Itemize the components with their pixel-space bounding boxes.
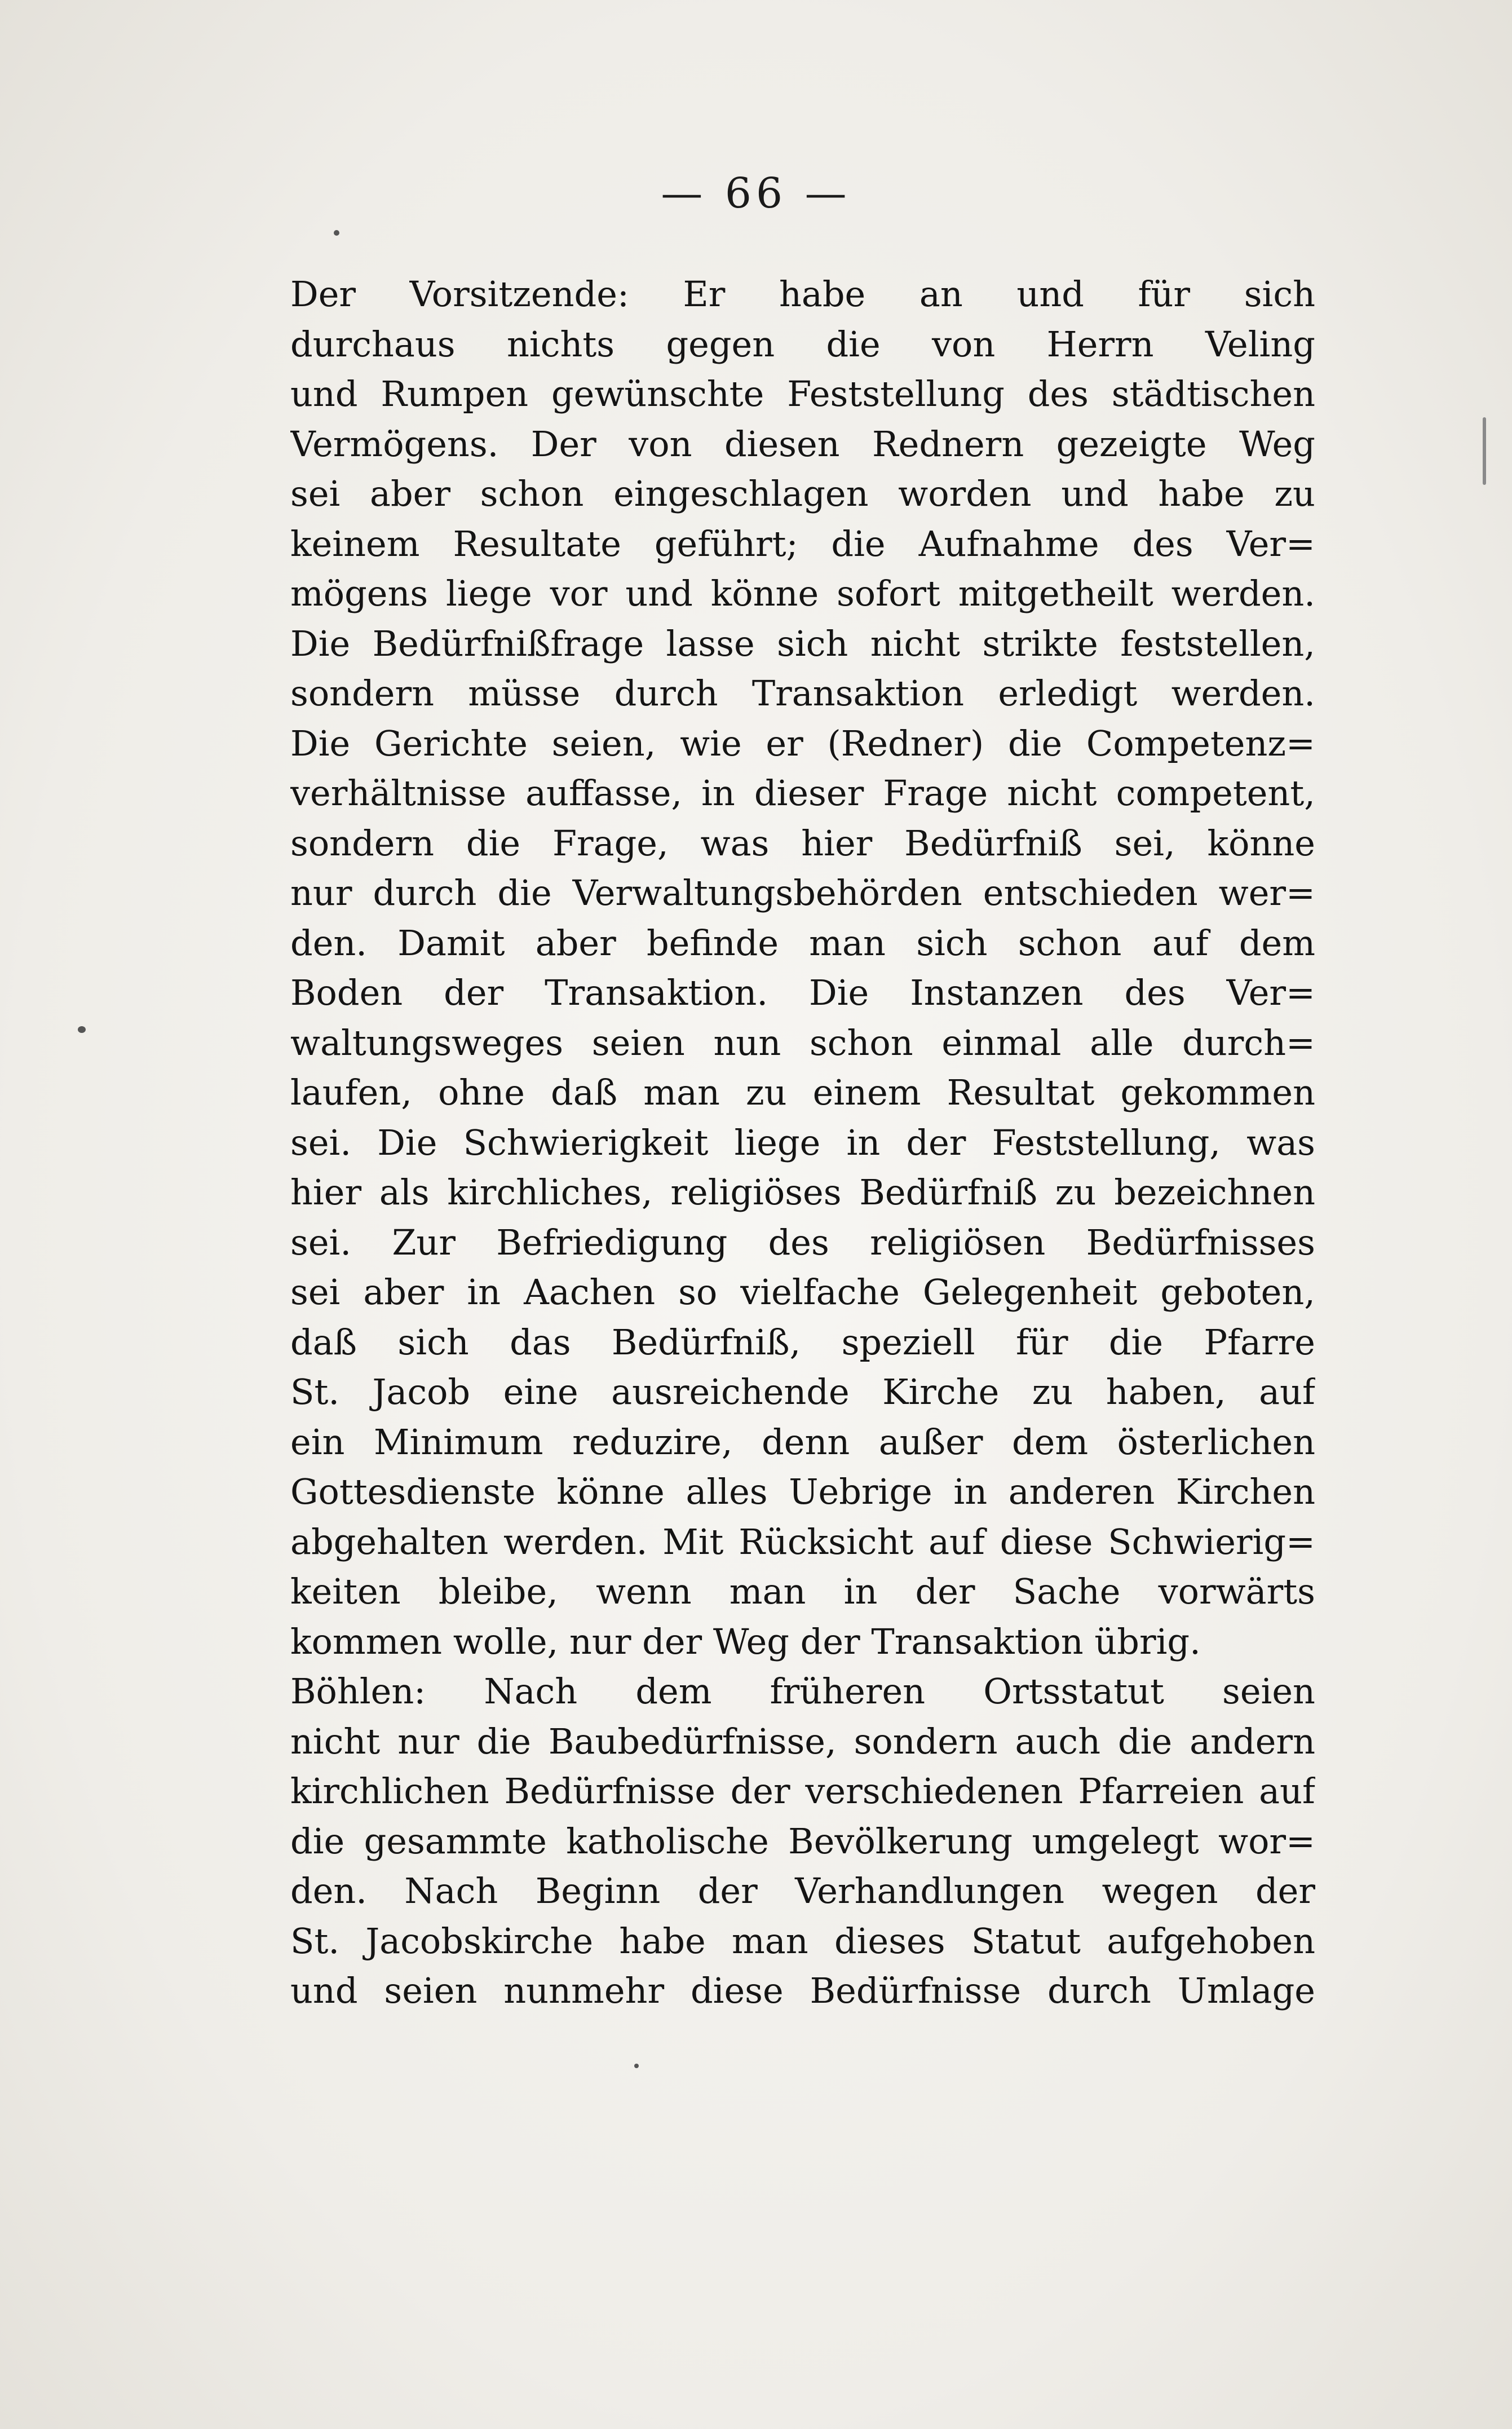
text-line: durchaus nichts gegen die von Herrn Veling xyxy=(290,323,1315,365)
text-line: Boden der Transaktion. Die Instanzen des Ver= xyxy=(290,972,1315,1013)
text-line: Gottesdienste könne alles Uebrige in anderen Kirchen xyxy=(290,1471,1315,1512)
body-text xyxy=(290,270,1315,2016)
text-line: abgehalten werden. Mit Rücksicht auf diese Schwierig= xyxy=(290,1521,1315,1562)
text-line: den. Damit aber befinde man sich schon auf dem xyxy=(290,922,1315,964)
text-line: die gesammte katholische Bevölkerung umgelegt wor= xyxy=(290,1820,1315,1862)
text-line: nicht nur die Baubedürfnisse, sondern auch die andern xyxy=(290,1720,1315,1762)
text-line: sei. Zur Befriedigung des religiösen Bedürfnisses xyxy=(290,1221,1315,1263)
text-line: Die Gerichte seien, wie er (Redner) die Competenz= xyxy=(290,722,1315,764)
text-line: verhältnisse auffasse, in dieser Frage nicht competent, xyxy=(290,772,1315,814)
text-line: nur durch die Verwaltungsbehörden entschieden wer= xyxy=(290,872,1315,913)
text-line: laufen, ohne daß man zu einem Resultat gekommen xyxy=(290,1072,1315,1113)
text-line: kirchlichen Bedürfnisse der verschiedenen Pfarreien auf xyxy=(290,1770,1315,1812)
text-line: Böhlen: Nach dem früheren Ortsstatut seien xyxy=(290,1671,1315,1712)
text-line: Der Vorsitzende: Er habe an und für sich xyxy=(290,273,1315,315)
text-line: daß sich das Bedürfniß, speziell für die Pfarre xyxy=(290,1321,1315,1363)
text-line: sondern müsse durch Transaktion erledigt werden. xyxy=(290,673,1315,714)
paper-speck xyxy=(1483,417,1486,485)
text-line: sei aber schon eingeschlagen worden und habe zu xyxy=(290,473,1315,514)
text-line: St. Jacobskirche habe man dieses Statut aufgehoben xyxy=(290,1920,1315,1962)
text-line: waltungsweges seien nun schon einmal alle durch= xyxy=(290,1022,1315,1063)
paper-speck xyxy=(634,2064,639,2068)
text-line: und seien nunmehr diese Bedürfnisse durch Umlage xyxy=(290,1970,1315,2011)
text-line: ein Minimum reduzire, denn außer dem österlichen xyxy=(290,1421,1315,1463)
page-number: — 66 — xyxy=(661,169,851,218)
text-line: Vermögens. Der von diesen Rednern gezeigte Weg xyxy=(290,423,1315,465)
text-line: hier als kirchliches, religiöses Bedürfniß zu bezeichnen xyxy=(290,1172,1315,1213)
paper-speck xyxy=(334,230,339,236)
text-line: Die Bedürfnißfrage lasse sich nicht strikte feststellen, xyxy=(290,622,1315,664)
text-line: kommen wolle, nur der Weg der Transaktion übrig. xyxy=(290,1620,1201,1662)
text-line: St. Jacob eine ausreichende Kirche zu haben, auf xyxy=(290,1371,1315,1412)
paper-speck xyxy=(78,1026,86,1033)
text-line: sei aber in Aachen so vielfache Gelegenheit geboten, xyxy=(290,1271,1315,1313)
text-line: keiten bleibe, wenn man in der Sache vorwärts xyxy=(290,1571,1315,1612)
text-line: sondern die Frage, was hier Bedürfniß sei, könne xyxy=(290,822,1315,864)
text-line: und Rumpen gewünschte Feststellung des städtischen xyxy=(290,373,1315,414)
text-line: mögens liege vor und könne sofort mitgetheilt werden. xyxy=(290,573,1315,614)
text-line: keinem Resultate geführt; die Aufnahme des Ver= xyxy=(290,523,1315,564)
text-line: sei. Die Schwierigkeit liege in der Feststellung, was xyxy=(290,1121,1315,1163)
text-line: den. Nach Beginn der Verhandlungen wegen der xyxy=(290,1870,1315,1911)
